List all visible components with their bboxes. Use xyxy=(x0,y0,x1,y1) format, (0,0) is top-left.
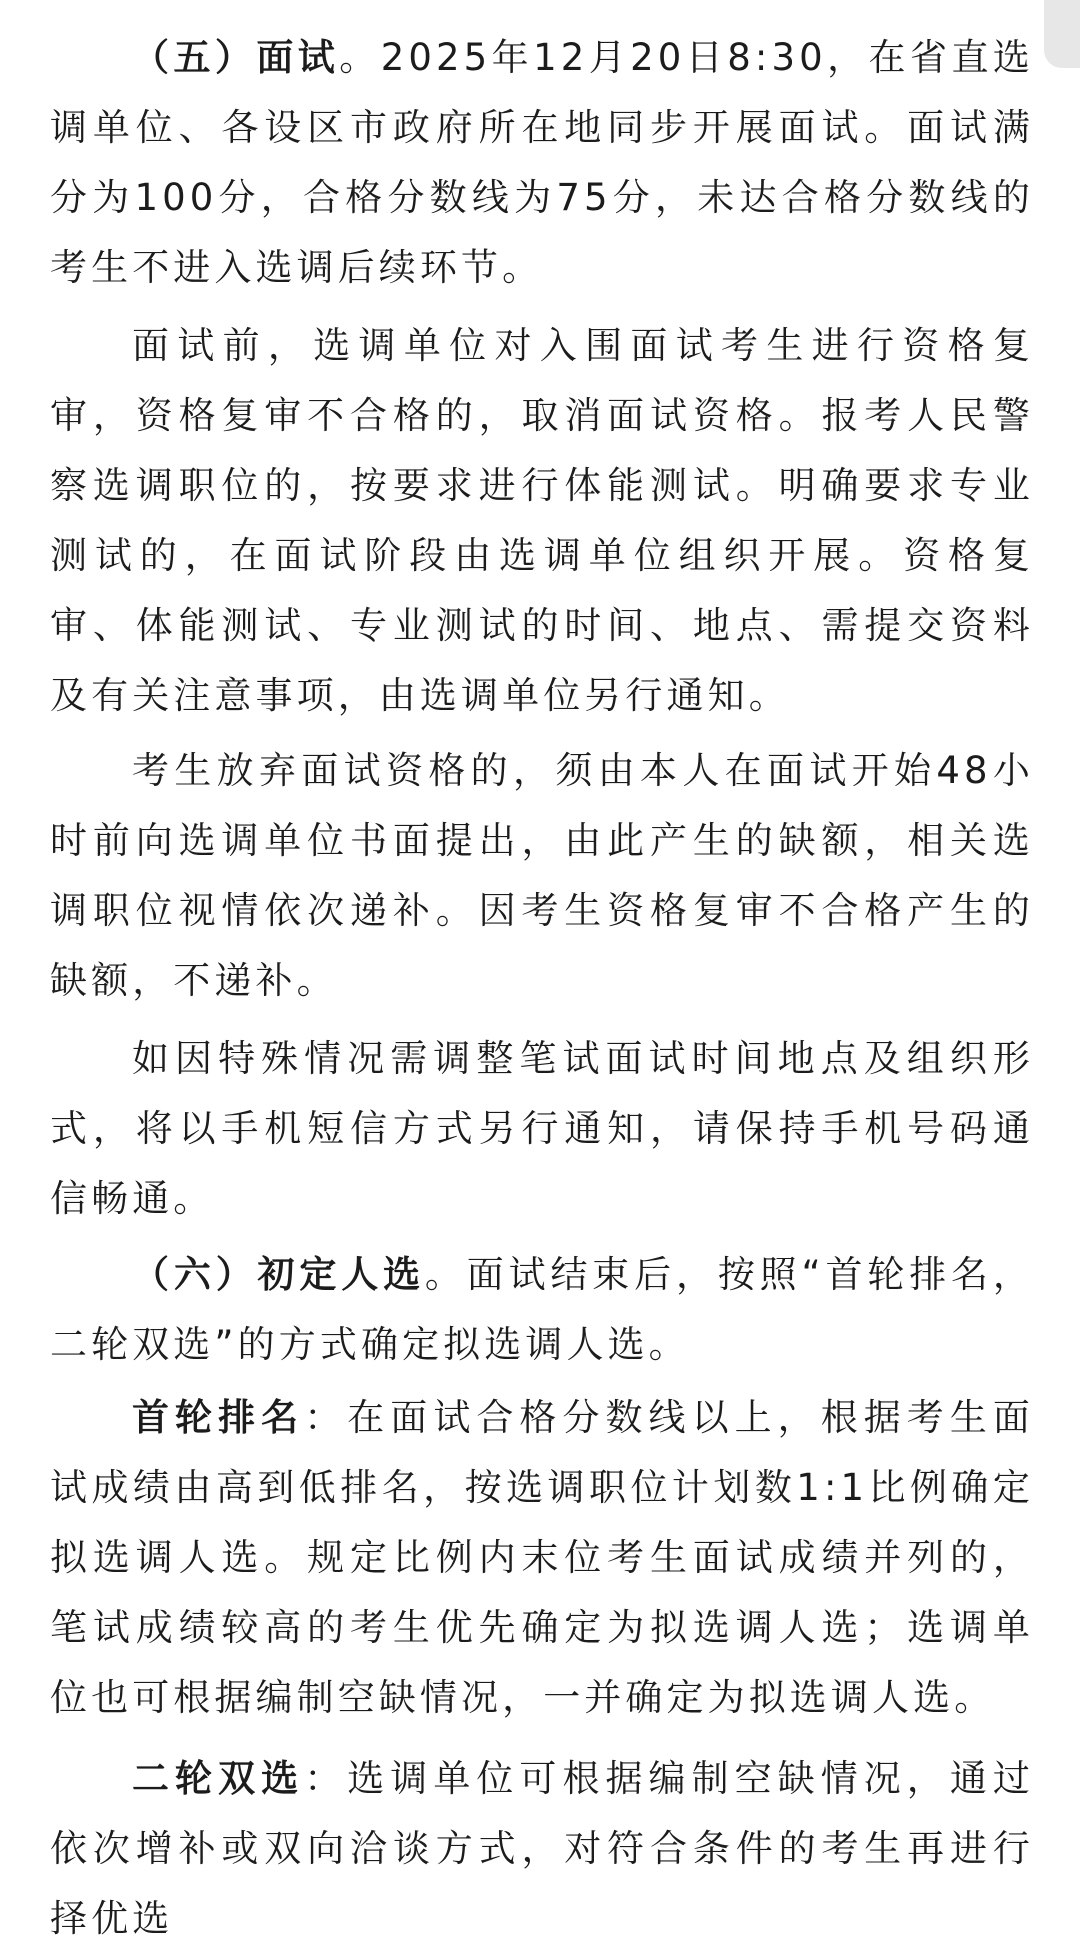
heading-initial-selection: （六）初定人选 xyxy=(132,1253,425,1296)
paragraph-withdrawal xyxy=(50,736,1034,1016)
paragraph-text: 。2025年12月20日8:30，在省直选调单位、各设区市政府所在地同步开展面试。面试满分为100分，合格分数线为75分，未达合格分数线的考生不进入选调后续环节。 xyxy=(50,36,1035,289)
paragraph-text: 如因特殊情况需调整笔试面试时间地点及组织形式，将以手机短信方式另行通知，请保持手机号码通信畅通。 xyxy=(50,1037,1034,1220)
paragraph-qualification-review xyxy=(50,311,1034,731)
paragraph-first-round xyxy=(50,1383,1034,1733)
paragraph-interview xyxy=(50,23,1034,303)
paragraph-second-round xyxy=(50,1744,1034,1954)
paragraph-initial-selection xyxy=(50,1240,1034,1380)
paragraph-text: 考生放弃面试资格的，须由本人在面试开始48小时前向选调单位书面提出，由此产生的缺额，相关选调职位视情依次递补。因考生资格复审不合格产生的缺额，不递补。 xyxy=(50,749,1034,1002)
paragraph-text: ：选调单位可根据编制空缺情况，通过依次增补或双向洽谈方式，对符合条件的考生再进行择优选 xyxy=(50,1757,1034,1940)
heading-first-round: 首轮排名 xyxy=(132,1396,305,1439)
paragraph-text: ：在面试合格分数线以上，根据考生面试成绩由高到低排名，按选调职位计划数1:1比例确定拟选调人选。规定比例内末位考生面试成绩并列的，笔试成绩较高的考生优先确定为拟选调人选；选调单位也可根据编制空缺情况，一并确定为拟选调人选。 xyxy=(50,1396,1034,1719)
heading-interview: （五）面试 xyxy=(132,36,340,79)
paragraph-text: 面试前，选调单位对入围面试考生进行资格复审，资格复审不合格的，取消面试资格。报考人民警察选调职位的，按要求进行体能测试。明确要求专业测试的，在面试阶段由选调单位组织开展。资格复审、体能测试、专业测试的时间、地点、需提交资料及有关注意事项，由选调单位另行通知。 xyxy=(50,324,1034,717)
paragraph-notification xyxy=(50,1024,1034,1234)
scrollbar-thumb[interactable] xyxy=(1044,0,1080,68)
heading-second-round: 二轮双选 xyxy=(132,1757,305,1800)
paragraph-text: 。面试结束后，按照“首轮排名，二轮双选”的方式确定拟选调人选。 xyxy=(50,1253,1035,1366)
